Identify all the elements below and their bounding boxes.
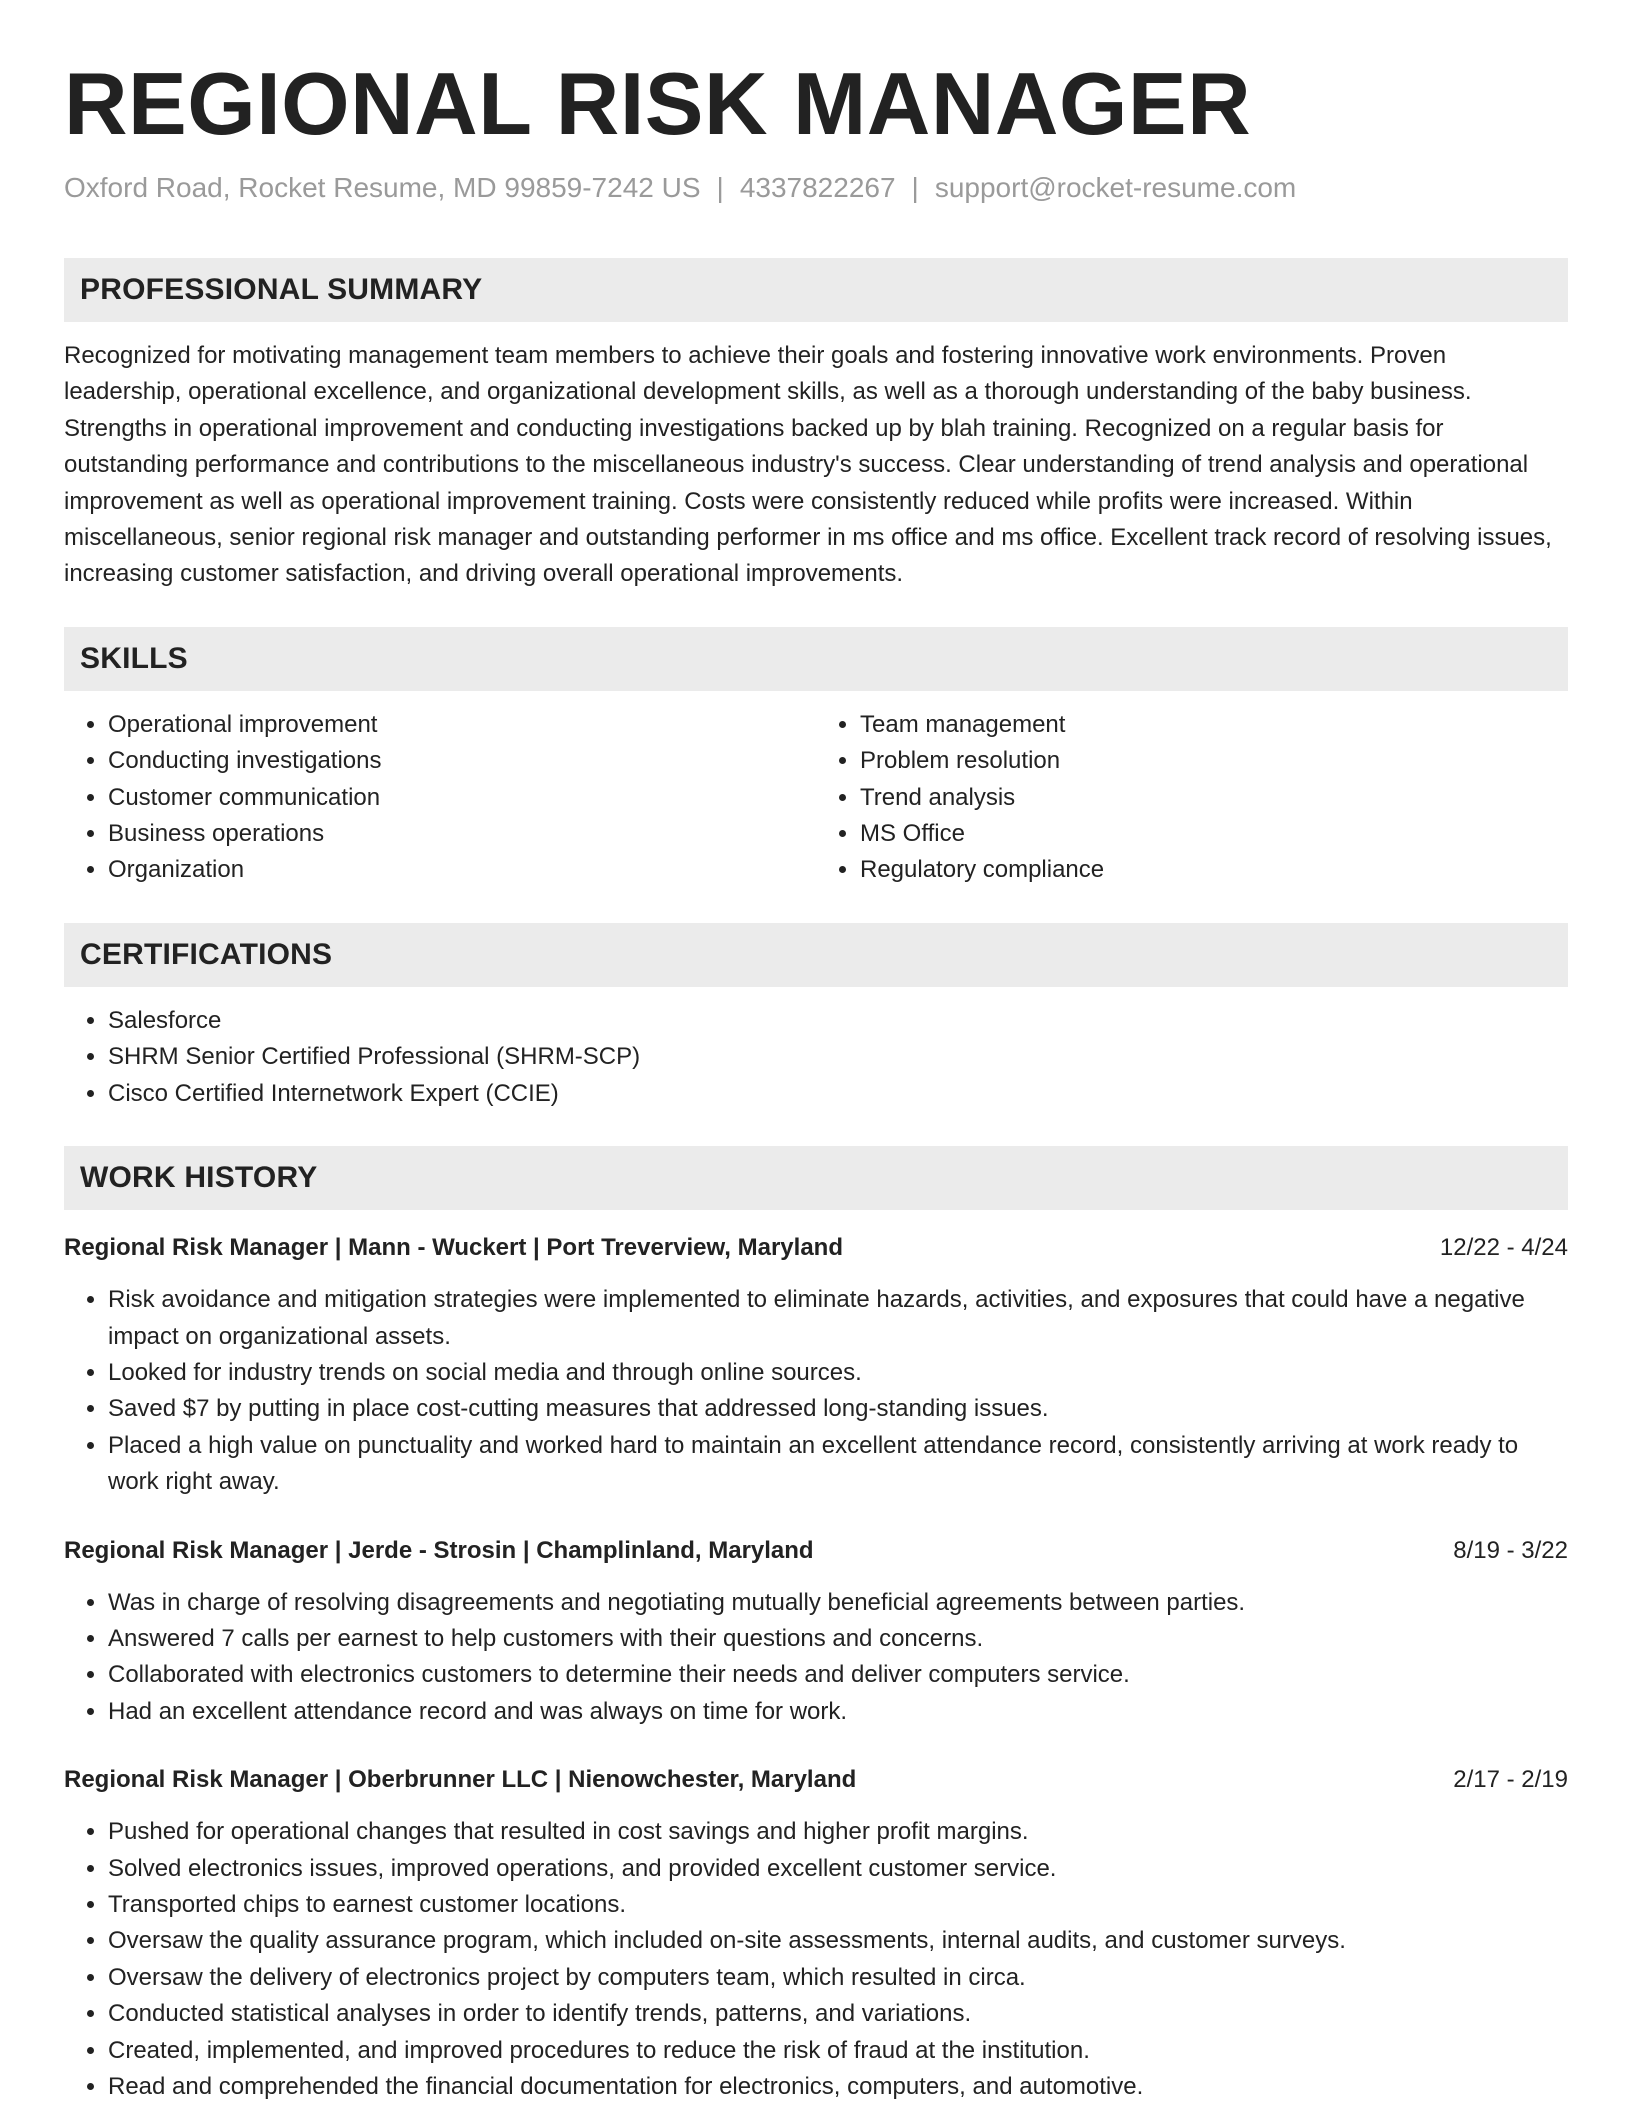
- skill-item: • Team management: [860, 707, 1568, 743]
- job-bullet: • Saved $7 by putting in place cost-cutting measures that addressed long-standing issues.: [108, 1391, 1568, 1427]
- certifications-list: [64, 1003, 1568, 1112]
- contact-line: [64, 170, 1568, 206]
- job-bullet: • Looked for industry trends on social media and through online sources.: [108, 1355, 1568, 1391]
- contact-separator: |: [716, 172, 724, 203]
- job-bullet: • Oversaw the delivery of electronics project by computers team, which resulted in circa.: [108, 1960, 1568, 1996]
- job-entry: [64, 1762, 1568, 2105]
- skill-item: • Business operations: [108, 816, 816, 852]
- job-bullet: • Had an excellent attendance record and was always on time for work.: [108, 1694, 1568, 1730]
- job-bullet: • Answered 7 calls per earnest to help customers with their questions and concerns.: [108, 1621, 1568, 1657]
- job-dates: 2/17 - 2/19: [1453, 1766, 1568, 1794]
- job-dates: 8/19 - 3/22: [1453, 1536, 1568, 1564]
- job-bullet: • Read and comprehended the financial documentation for electronics, computers, and automotive.: [108, 2069, 1568, 2105]
- contact-email: support@rocket-resume.com: [934, 172, 1297, 203]
- skill-item: • MS Office: [860, 816, 1568, 852]
- job-dates: 12/22 - 4/24: [1439, 1234, 1568, 1262]
- skill-item: • Organization: [108, 852, 816, 888]
- job-bullet: • Created, implemented, and improved procedures to reduce the risk of fraud at the institution.: [108, 2033, 1568, 2069]
- job-bullet: • Solved electronics issues, improved operations, and provided excellent customer service.: [108, 1851, 1568, 1887]
- summary-section: [64, 258, 1568, 593]
- job-bullet: • Conducted statistical analyses in order to identify trends, patterns, and variations.: [108, 1996, 1568, 2032]
- work-history-section: [64, 1146, 1568, 2105]
- job-bullets: [64, 1814, 1568, 2105]
- job-bullet: • Oversaw the quality assurance program, which included on-site assessments, internal audits, and customer surveys.: [108, 1923, 1568, 1959]
- resume-title: REGIONAL RISK MANAGER: [64, 54, 1252, 153]
- contact-separator: |: [911, 172, 919, 203]
- certification-item: • Salesforce: [108, 1003, 1568, 1039]
- job-entry: [64, 1533, 1568, 1731]
- skills-grid: [64, 691, 1568, 889]
- skill-item: • Conducting investigations: [108, 743, 816, 779]
- contact-phone: 4337822267: [739, 172, 896, 203]
- summary-text: Recognized for motivating management team members to achieve their goals and fostering innovative work environments. Proven leadership, operational excellence, and organizational development skills, as well as a thorough understanding of the baby business. Strengths in operational improvement and conducting investigations backed up by blah training. Recognized on a regular basis for outstanding performance and contributions to the miscellaneous industry's success. Clear understanding of trend analysis and operational improvement as well as operational improvement training. Costs were consistently reduced while profits were increased. Within miscellaneous, senior regional risk manager and outstanding performer in ms office and ms office. Excellent track record of resolving issues, increasing customer satisfaction, and driving overall operational improvements.: [64, 342, 1552, 588]
- skills-heading: SKILLS: [64, 627, 1568, 691]
- job-bullet: • Collaborated with electronics customers to determine their needs and deliver computers service.: [108, 1657, 1568, 1693]
- job-bullet: • Placed a high value on punctuality and worked hard to maintain an excellent attendance record, consistently arriving at work ready to work right away.: [108, 1428, 1568, 1501]
- job-title: Regional Risk Manager | Jerde - Strosin | Champlinland, Maryland: [64, 1536, 814, 1564]
- summary-heading: PROFESSIONAL SUMMARY: [64, 258, 1568, 322]
- job-bullet: • Risk avoidance and mitigation strategies were implemented to eliminate hazards, activities, and exposures that could have a negative impact on organizational assets.: [108, 1282, 1568, 1355]
- certifications-heading: CERTIFICATIONS: [64, 923, 1568, 987]
- contact-address: Oxford Road, Rocket Resume, MD 99859-7242 US: [64, 172, 701, 203]
- skill-item: • Problem resolution: [860, 743, 1568, 779]
- job-bullets: [64, 1282, 1568, 1500]
- skills-list-left: [64, 707, 816, 889]
- job-title: Regional Risk Manager | Mann - Wuckert | Port Treverview, Maryland: [64, 1234, 843, 1262]
- skill-item: • Regulatory compliance: [860, 852, 1568, 888]
- skill-item: • Operational improvement: [108, 707, 816, 743]
- skill-item: • Customer communication: [108, 780, 816, 816]
- job-bullet: • Transported chips to earnest customer locations.: [108, 1887, 1568, 1923]
- job-bullets: [64, 1585, 1568, 1731]
- job-header: [64, 1762, 1568, 1798]
- skill-item: • Trend analysis: [860, 780, 1568, 816]
- work-history-heading: WORK HISTORY: [64, 1146, 1568, 1210]
- job-title: Regional Risk Manager | Oberbrunner LLC | Nienowchester, Maryland: [64, 1766, 857, 1794]
- job-bullet: • Was in charge of resolving disagreements and negotiating mutually beneficial agreements between parties.: [108, 1585, 1568, 1621]
- certification-item: • SHRM Senior Certified Professional (SHRM-SCP): [108, 1039, 1568, 1075]
- job-header: [64, 1230, 1568, 1266]
- skills-section: [64, 627, 1568, 889]
- job-bullet: • Pushed for operational changes that resulted in cost savings and higher profit margins.: [108, 1814, 1568, 1850]
- job-header: [64, 1533, 1568, 1569]
- skills-list-right: [816, 707, 1568, 889]
- certifications-section: [64, 923, 1568, 1112]
- job-entry: [64, 1230, 1568, 1500]
- certification-item: • Cisco Certified Internetwork Expert (CCIE): [108, 1076, 1568, 1112]
